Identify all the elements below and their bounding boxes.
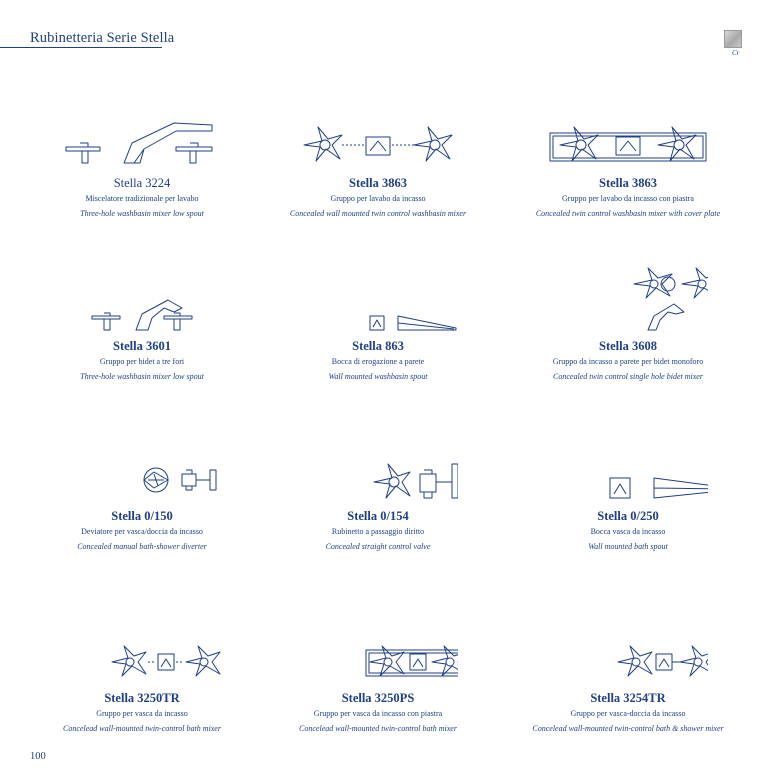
three-hole-mixer-icon xyxy=(62,115,222,171)
single-hole-bidet-mixer-icon xyxy=(548,262,708,334)
product-description-it: Gruppo per lavabo da incasso xyxy=(330,194,426,203)
product-name: Stella 3608 xyxy=(599,339,657,353)
product-description-it: Gruppo da incasso a parete per bidet monoforo xyxy=(552,357,704,366)
product-card xyxy=(258,458,498,552)
product-card xyxy=(22,640,262,734)
product-description-it: Gruppo per vasca da incasso xyxy=(96,709,188,718)
product-name: Stella 3224 xyxy=(113,176,171,190)
product-description-it: Miscelatore tradizionale per lavabo xyxy=(85,194,199,203)
twin-control-plate-mixer-icon xyxy=(548,115,708,171)
product-name: Stella 3863 xyxy=(599,176,657,190)
product-description-it: Gruppo per lavabo da incasso con piastra xyxy=(562,194,694,203)
product-card xyxy=(508,262,748,382)
twin-control-mixer-icon xyxy=(298,115,458,171)
product-description-en: Three-hole washbasin mixer low spout xyxy=(80,372,204,381)
product-name: Stella 0/150 xyxy=(111,509,173,523)
product-description-en: Concealed wall mounted twin control washbasin mixer xyxy=(289,209,467,218)
product-name: Stella 3250TR xyxy=(104,691,180,705)
product-card xyxy=(508,640,748,734)
control-valve-icon xyxy=(298,458,458,504)
product-card xyxy=(22,278,262,382)
product-description-en: Concealed twin control washbasin mixer with cover plate xyxy=(535,209,721,218)
product-card xyxy=(258,640,498,734)
product-card xyxy=(22,115,262,219)
product-card xyxy=(258,115,498,219)
product-card xyxy=(22,458,262,552)
product-name: Stella 3254TR xyxy=(590,691,666,705)
product-card xyxy=(508,115,748,219)
product-name: Stella 0/154 xyxy=(347,509,409,523)
product-name: Stella 0/250 xyxy=(597,509,659,523)
diverter-icon xyxy=(62,458,222,504)
product-description-en: Wall mounted bath spout xyxy=(588,542,668,551)
product-name: Stella 3250PS xyxy=(341,691,415,705)
twin-control-bath-plate-mixer-icon xyxy=(298,640,458,686)
product-description-it: Bocca vasca da incasso xyxy=(590,527,666,536)
product-description-en: Wall mounted washbasin spout xyxy=(328,372,428,381)
bath-spout-icon xyxy=(548,458,708,504)
product-name: Stella 863 xyxy=(352,339,404,353)
twin-control-bath-mixer-icon xyxy=(62,640,222,686)
finish-code: Cr xyxy=(732,49,740,57)
product-description-it: Rubinetto a passaggio diritto xyxy=(331,527,425,536)
product-description-it: Deviatore per vasca/doccia da incasso xyxy=(81,527,203,536)
product-description-it: Gruppo per vasca-doccia da incasso xyxy=(570,709,686,718)
page-number: 100 xyxy=(30,751,46,762)
product-description-en: Concelead wall-mounted twin-control bath mixer xyxy=(63,724,221,733)
product-description-en: Concealed twin control single hole bidet mixer xyxy=(553,372,703,381)
page-title: Rubinetteria Serie Stella xyxy=(30,30,175,46)
product-description-it: Bocca di erogazione a parete xyxy=(331,357,425,366)
product-name: Stella 3601 xyxy=(113,339,171,353)
product-card xyxy=(258,278,498,382)
three-hole-bidet-mixer-icon xyxy=(62,278,222,334)
product-description-it: Gruppo per vasca da incasso con piastra xyxy=(313,709,443,718)
product-description-en: Concealed straight control valve xyxy=(325,542,431,551)
product-card xyxy=(508,458,748,552)
bath-shower-mixer-icon xyxy=(548,640,708,686)
wall-spout-icon xyxy=(298,278,458,334)
product-description-en: Concelead wall-mounted twin-control bath mixer xyxy=(299,724,457,733)
product-description-en: Three-hole washbasin mixer low spout xyxy=(80,209,204,218)
product-description-en: Concealed manual bath-shower diverter xyxy=(77,542,207,551)
product-name: Stella 3863 xyxy=(349,176,407,190)
product-description-en: Concelead wall-mounted twin-control bath & shower mixer xyxy=(532,724,724,733)
product-description-it: Gruppo per bidet a tre fori xyxy=(99,357,185,366)
